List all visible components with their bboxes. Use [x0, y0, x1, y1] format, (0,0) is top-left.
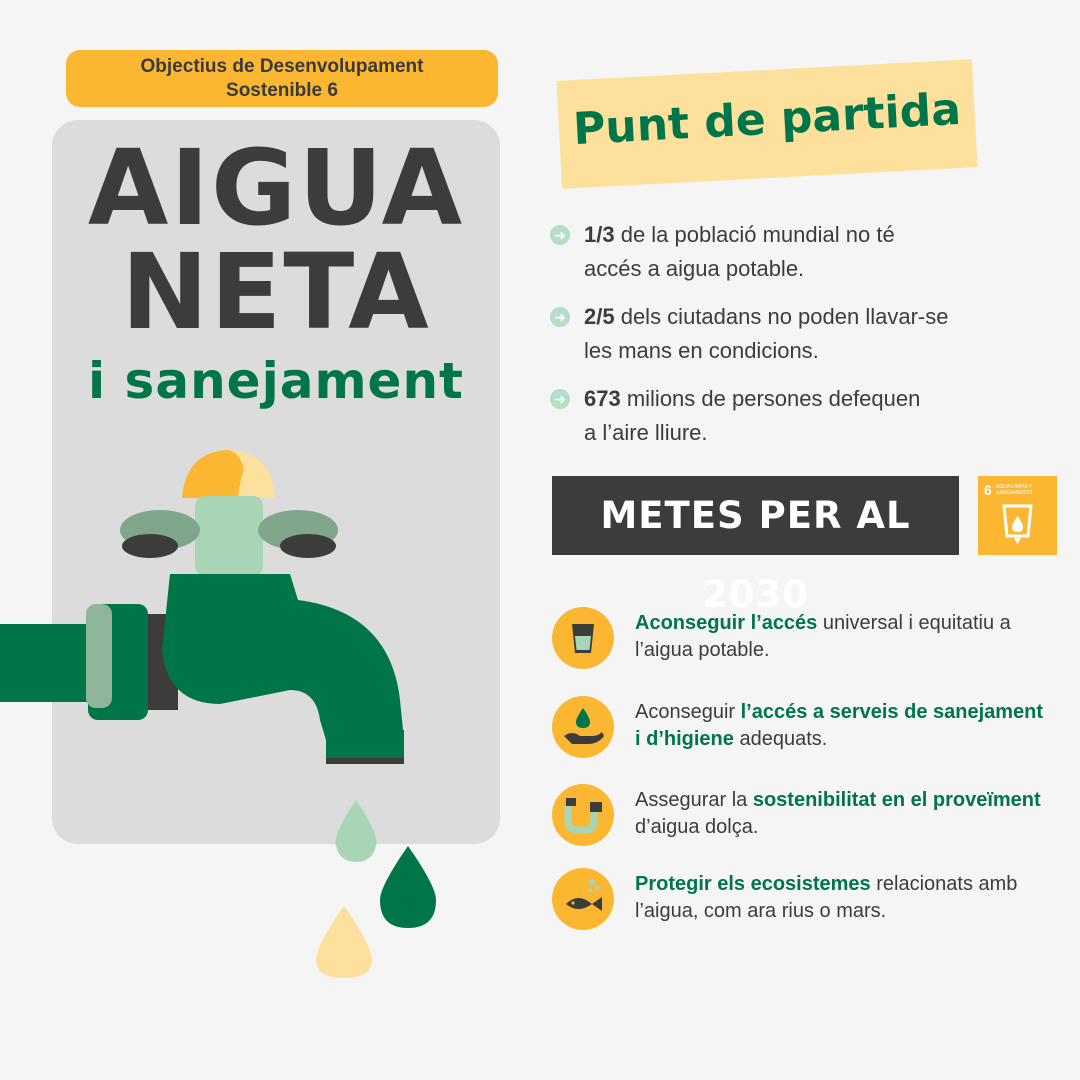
- water-tap-illustration: [0, 440, 460, 1000]
- punt-de-partida-title: Punt de partida: [571, 83, 963, 156]
- facts-list: [550, 218, 1030, 464]
- goal-text: [635, 699, 1045, 753]
- fact-text: de la població mundial no té: [614, 222, 895, 247]
- sdg-header-badge: [66, 50, 498, 107]
- fact-text-continued: a l’aire lliure.: [584, 420, 708, 445]
- fact-text-continued: les mans en condicions.: [584, 338, 819, 363]
- goal-text-post: relacionats amb l’aigua, com ara rius o mars.: [635, 873, 1018, 922]
- arrow-right-icon: ➜: [550, 225, 570, 245]
- title-line-neta: NETA: [121, 231, 431, 353]
- goal-icon-circle: [552, 784, 614, 846]
- fact-item: [550, 218, 1030, 286]
- fact-item: [550, 382, 1030, 450]
- fact-text: dels ciutadans no poden llavar-se: [614, 304, 949, 329]
- goal-text-post: d’aigua dolça.: [635, 816, 759, 838]
- fish-icon: [552, 868, 614, 930]
- title-line-aigua: AIGUA: [87, 127, 465, 249]
- goal-text-post: universal i equitatiu a l’aigua potable.: [635, 612, 1011, 661]
- arrow-right-icon: ➜: [550, 389, 570, 409]
- goal-text: [635, 871, 1045, 925]
- goal-text-pre: Assegurar la: [635, 789, 753, 811]
- goal-item: [552, 868, 1052, 930]
- glass-drop-icon: [978, 476, 1057, 555]
- goal-text-bold: l’accés a serveis de sanejament i d’higiene: [635, 701, 1044, 750]
- fact-text: milions de persones defequen: [620, 386, 921, 411]
- goal-item: [552, 696, 1052, 758]
- fact-highlight: 673: [584, 386, 621, 411]
- goal-item: [552, 784, 1052, 846]
- goal-text-post: adequats.: [733, 728, 828, 750]
- goal-item: [552, 607, 1052, 669]
- sdg-badge-label: AGUA LIMPIA Y SANEAMIENTO: [996, 484, 1033, 496]
- fact-item: [550, 300, 1030, 368]
- goal-text-pre: Aconseguir: [635, 701, 741, 723]
- goal-icon-circle: [552, 868, 614, 930]
- arrow-right-icon: ➜: [550, 307, 570, 327]
- sdg-header-line2: Sostenible 6: [226, 80, 338, 101]
- goal-text: [635, 787, 1045, 841]
- glass-icon: [552, 607, 614, 669]
- sdg6-badge: [978, 476, 1057, 555]
- fact-highlight: 2/5: [584, 304, 615, 329]
- pipe-icon: [552, 784, 614, 846]
- fact-text-continued: accés a aigua potable.: [584, 256, 805, 281]
- goal-text: [635, 610, 1045, 664]
- goal-icon-circle: [552, 696, 614, 758]
- metes-title: METES PER AL 2030: [600, 494, 911, 616]
- sdg-badge-number: 6: [984, 482, 992, 498]
- sdg-header-line1: Objectius de Desenvolupament: [140, 56, 424, 77]
- hand-drop-icon: [552, 696, 614, 758]
- title-line-sanejament: i sanejament: [88, 352, 464, 410]
- fact-highlight: 1/3: [584, 222, 615, 247]
- goal-text-bold: Aconseguir l’accés: [635, 612, 818, 634]
- goal-icon-circle: [552, 607, 614, 669]
- goal-text-bold: Protegir els ecosistemes: [635, 873, 871, 895]
- goal-text-bold: sostenibilitat en el proveïment: [752, 789, 1041, 811]
